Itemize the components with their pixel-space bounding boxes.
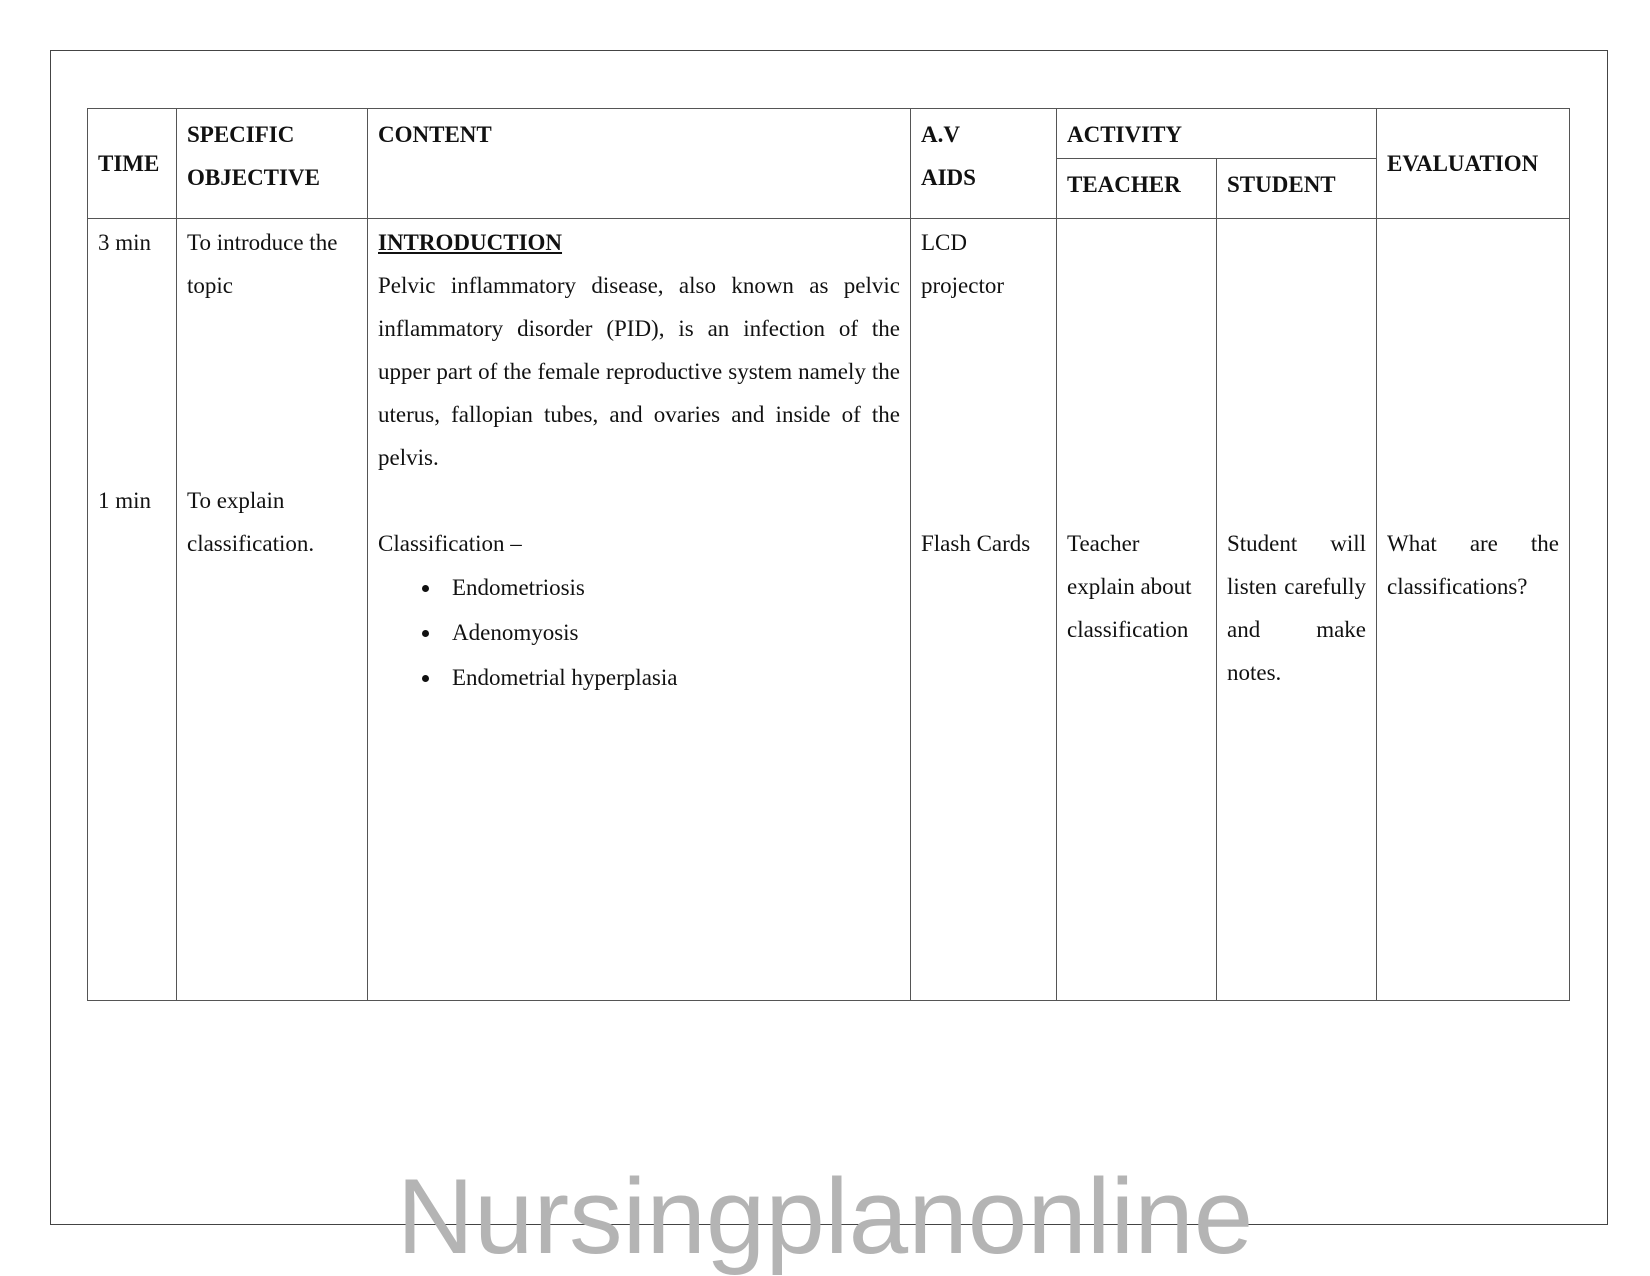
list-item: • Endometriosis [442, 565, 900, 610]
classification-list [378, 565, 900, 700]
table-row [88, 219, 1570, 1001]
introduction-text: Pelvic inflammatory disease, also known as pelvic inflammatory disorder (PID), is an infection of the upper part of the female reproductive system namely the uterus, fallopian tubes, and ovaries and inside of the pelvis. [378, 273, 900, 470]
av-aids-cell: LCD projector Flash Cards [911, 219, 1057, 1001]
header-time: TIME [88, 109, 177, 219]
header-evaluation: EVALUATION [1377, 109, 1570, 219]
list-item: • Adenomyosis [442, 610, 900, 655]
header-specific-objective: SPECIFIC OBJECTIVE [177, 109, 368, 219]
lesson-plan-table [87, 108, 1570, 1001]
header-av-aids: A.V AIDS [911, 109, 1057, 219]
teacher-cell: Teacher explain about classification [1057, 219, 1217, 1001]
introduction-heading: INTRODUCTION [378, 230, 563, 255]
student-cell: Student will listen carefully and make notes. [1217, 219, 1377, 1001]
evaluation-cell: What are the classifications? [1377, 219, 1570, 1001]
header-content: CONTENT [368, 109, 911, 219]
list-item: • Endometrial hyperplasia [442, 655, 900, 700]
classification-heading: Classification – [378, 531, 522, 556]
header-teacher: TEACHER [1057, 159, 1217, 219]
time-cell: 3 min 1 min [88, 219, 177, 1001]
header-student: STUDENT [1217, 159, 1377, 219]
objective-cell: To introduce the topic To explain classification. [177, 219, 368, 1001]
header-activity: ACTIVITY [1057, 109, 1377, 159]
content-cell [368, 219, 911, 1001]
header-row [88, 109, 1570, 159]
watermark-text: Nursingplanonline [396, 1156, 1254, 1276]
